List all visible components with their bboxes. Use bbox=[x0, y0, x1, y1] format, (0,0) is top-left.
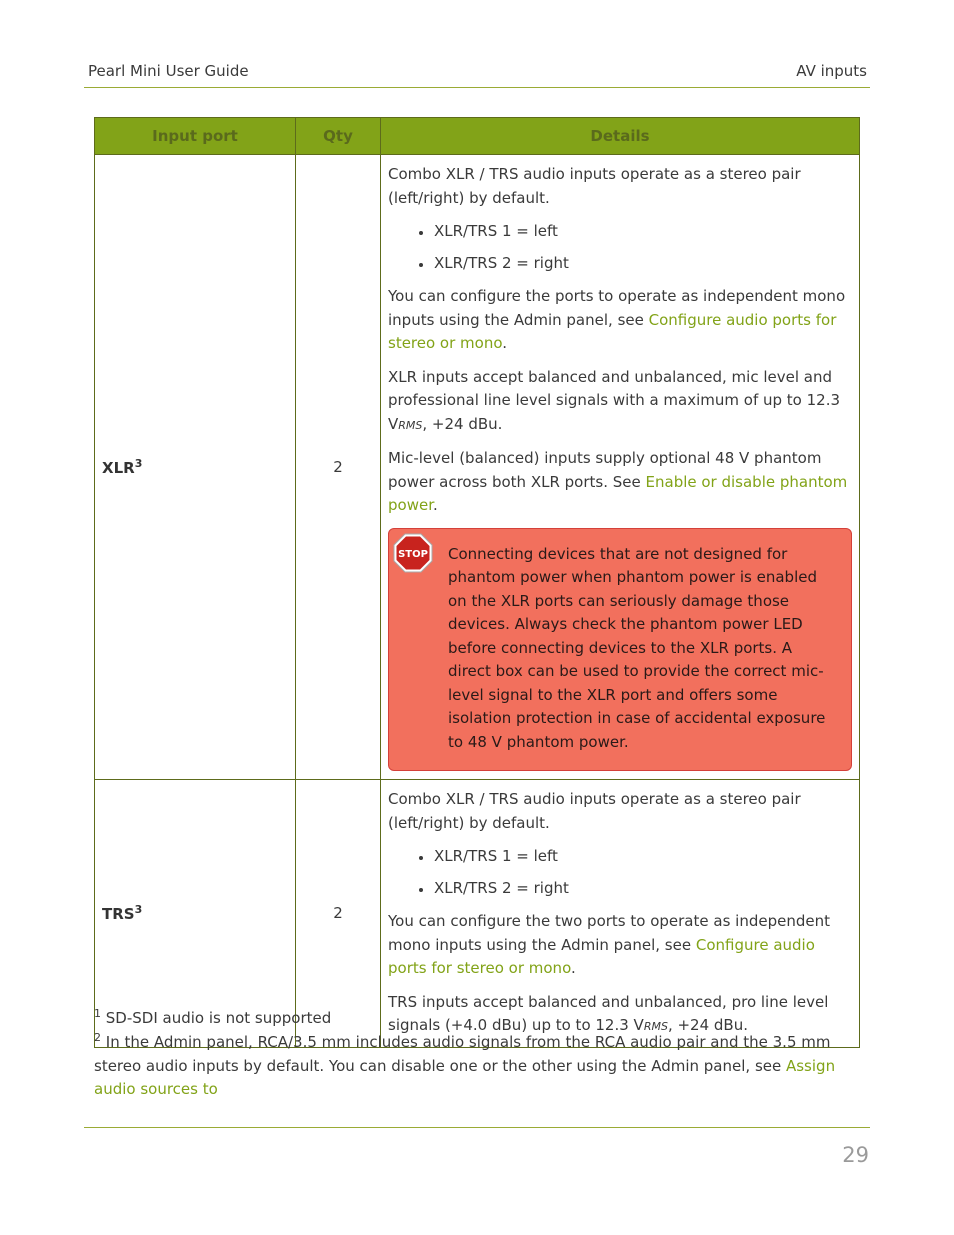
stop-sign-icon bbox=[393, 533, 433, 573]
footer-rule bbox=[84, 1127, 870, 1128]
stop-sign-label: STOP bbox=[398, 548, 428, 560]
details-cell bbox=[381, 780, 860, 1048]
configure-audio-ports-link[interactable]: Configure audio ports for stereo or mono bbox=[388, 935, 815, 977]
details-paragraph: TRS inputs accept balanced and unbalanced, pro line level signals (+4.0 dBu) up to to 12.3 VRMS, +24 dBu. bbox=[388, 992, 829, 1034]
running-header-title: Pearl Mini User Guide bbox=[88, 62, 249, 80]
qty-cell: 2 bbox=[296, 155, 381, 780]
details-cell bbox=[381, 155, 860, 780]
input-ports-table bbox=[94, 117, 860, 1048]
column-header-input-port: Input port bbox=[95, 118, 296, 155]
details-paragraph: You can configure the ports to operate as independent mono inputs using the Admin panel, see Configure audio ports for stereo or mono. bbox=[388, 287, 846, 352]
warning-callout bbox=[388, 528, 852, 772]
list-item: XLR/TRS 1 = left bbox=[434, 220, 852, 244]
channel-list bbox=[388, 220, 852, 275]
header-rule bbox=[84, 87, 870, 88]
details-paragraph: Mic-level (balanced) inputs supply optional 48 V phantom power across both XLR ports. See Enable or disable phantom power. bbox=[388, 449, 848, 514]
footnote-1: $^1$ SD-SDI audio is not supported bbox=[94, 1007, 332, 1027]
table-header-row bbox=[95, 118, 860, 155]
column-header-qty: Qty bbox=[296, 118, 381, 155]
list-item: XLR/TRS 1 = left bbox=[434, 845, 852, 869]
port-name: TRS bbox=[102, 905, 135, 924]
footnote-2: $^2$ In the Admin panel, RCA/3.5 mm includes audio signals from the RCA audio pair and the 3.5 mm stereo audio inputs by default. You can disable one or the other using the Admin panel, see Assign audio sources to bbox=[94, 1031, 836, 1098]
warning-text: Connecting devices that are not designed for phantom power when phantom power is enabled on the XLR ports can seriously damage those devices. Always check the phantom power LED before connecting devices to the XLR ports. A direct box can be used to provide the correct mic-level signal to the XLR port and offers some isolation protection in case of accidental exposure to 48 V phantom power. bbox=[448, 544, 826, 751]
details-paragraph: Combo XLR / TRS audio inputs operate as a stereo pair (left/right) by default. bbox=[388, 790, 801, 832]
port-name: XLR bbox=[102, 459, 135, 477]
assign-audio-sources-link[interactable]: Assign audio sources to bbox=[94, 1056, 836, 1098]
footnote-ref: 3 bbox=[134, 903, 143, 917]
column-header-details: Details bbox=[381, 118, 860, 155]
channel-list bbox=[388, 845, 852, 900]
page-number: 29 bbox=[842, 1143, 869, 1167]
footnote-ref: 3 bbox=[134, 457, 143, 470]
phantom-power-link[interactable]: Enable or disable phantom power bbox=[388, 472, 848, 514]
qty-cell: 2 bbox=[296, 780, 381, 1048]
list-item: XLR/TRS 2 = right bbox=[434, 252, 852, 276]
details-paragraph: Combo XLR / TRS audio inputs operate as a stereo pair (left/right) by default. bbox=[388, 165, 801, 207]
running-header-section: AV inputs bbox=[796, 62, 867, 80]
details-paragraph: You can configure the two ports to operate as independent mono inputs using the Admin panel, see Configure audio ports for stereo or mono. bbox=[388, 912, 830, 977]
details-paragraph: XLR inputs accept balanced and unbalanced, mic level and professional line level signals with a maximum of up to 12.3 VRMS, +24 dBu. bbox=[388, 367, 841, 433]
port-cell bbox=[95, 155, 296, 780]
list-item: XLR/TRS 2 = right bbox=[434, 877, 852, 901]
table-row-xlr bbox=[95, 155, 860, 780]
configure-audio-ports-link[interactable]: Configure audio ports for stereo or mono bbox=[388, 310, 837, 352]
